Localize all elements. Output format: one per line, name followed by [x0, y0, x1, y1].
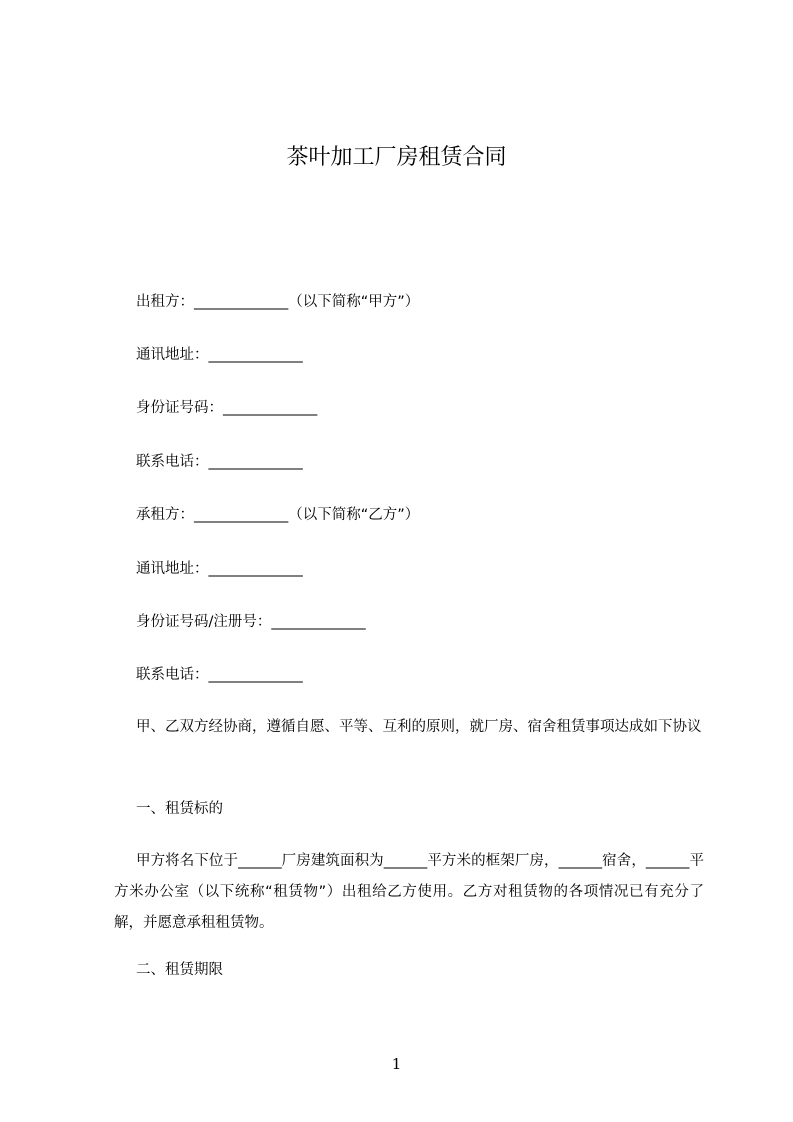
section1-body: 甲方将名下位于______厂房建筑面积为______平方米的框架厂房，______宿舍，______平方米办公室（以下统称“租赁物”）出租给乙方使用。乙方对租赁物的各项情况已有充分了解，并愿意承租租赁物。 [114, 853, 704, 931]
section2-heading: 二、租赁期限 [136, 962, 223, 978]
lessee-phone-line: 联系电话：_____________ [136, 667, 303, 683]
lessor-line: 出租方：_____________（以下简称“甲方”） [136, 294, 420, 310]
lessor-phone-line: 联系电话：_____________ [136, 454, 303, 470]
lessee-id-line: 身份证号码/注册号：_____________ [136, 614, 366, 630]
section1-heading: 一、租赁标的 [136, 801, 223, 817]
lessee-line: 承租方：_____________（以下简称“乙方”） [136, 507, 420, 523]
intro-paragraph: 甲、乙双方经协商，遵循自愿、平等、互利的原则，就厂房、宿舍租赁事项达成如下协议 [136, 719, 702, 735]
lessor-id-line: 身份证号码：_____________ [136, 400, 318, 416]
document-title: 茶叶加工厂房租赁合同 [286, 145, 507, 170]
lessee-address-line: 通讯地址：_____________ [136, 561, 303, 577]
lessor-address-line: 通讯地址：_____________ [136, 347, 303, 363]
page-number: 1 [391, 1055, 402, 1073]
